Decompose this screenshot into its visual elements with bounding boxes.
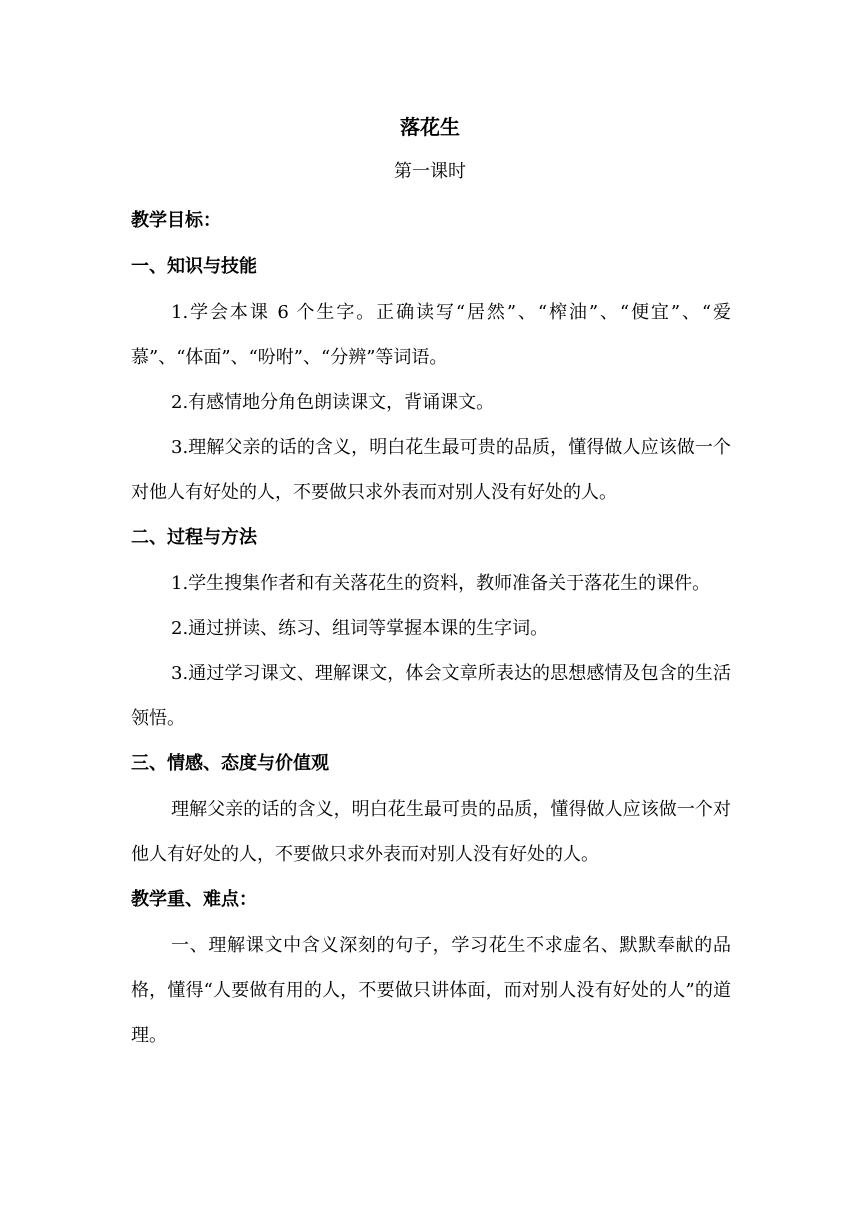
document-title: 落花生 bbox=[400, 115, 460, 139]
section-heading-emotions-values: 三、情感、态度与价值观 bbox=[131, 753, 329, 774]
document-body bbox=[131, 198, 731, 1058]
list-item: 2.有感情地分角色朗读课文，背诵课文。 bbox=[171, 392, 495, 413]
list-item: 3.理解父亲的话的含义，明白花生最可贵的品质，懂得做人应该做一个对他人有好处的人，不要做只求外表而对别人没有好处的人。 bbox=[131, 437, 731, 503]
list-item: 2.通过拼读、练习、组词等掌握本课的生字词。 bbox=[171, 618, 549, 639]
list-item: 1.学生搜集作者和有关落花生的资料，教师准备关于落花生的课件。 bbox=[171, 573, 711, 594]
section-heading-teaching-goals: 教学目标： bbox=[131, 210, 221, 231]
list-item: 1.学会本课 6 个生字。正确读写“居然”、“榨油”、“便宜”、“爱慕”、“体面”、“吩咐”、“分辨”等词语。 bbox=[131, 302, 731, 368]
section-heading-key-difficulties: 教学重、难点： bbox=[131, 889, 257, 910]
section-heading-knowledge-skills: 一、知识与技能 bbox=[131, 256, 257, 277]
document-subtitle: 第一课时 bbox=[394, 161, 466, 182]
section-heading-process-methods: 二、过程与方法 bbox=[131, 527, 257, 548]
list-item: 3.通过学习课文、理解课文，体会文章所表达的思想感情及包含的生活领悟。 bbox=[131, 663, 731, 729]
section-paragraph: 理解父亲的话的含义，明白花生最可贵的品质，懂得做人应该做一个对他人有好处的人，不要做只求外表而对别人没有好处的人。 bbox=[131, 799, 731, 865]
section-paragraph: 一、理解课文中含义深刻的句子，学习花生不求虚名、默默奉献的品格，懂得“人要做有用的人，不要做只讲体面，而对别人没有好处的人”的道理。 bbox=[131, 935, 731, 1046]
